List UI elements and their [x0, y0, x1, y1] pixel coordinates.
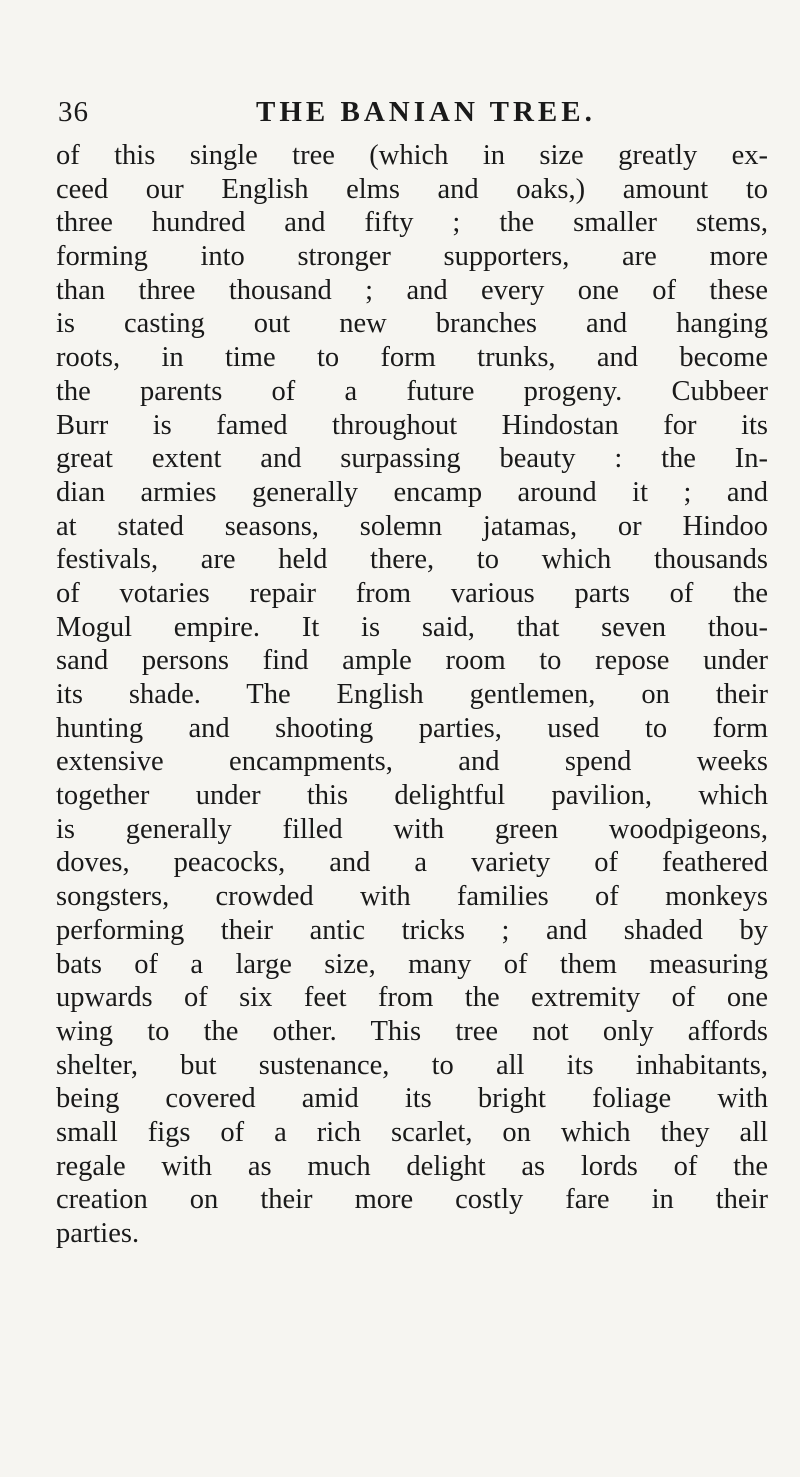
text-line: wing to the other. This tree not only affords — [56, 1015, 768, 1047]
text-line: forming into stronger supporters, are more — [56, 241, 768, 273]
text-line: creation on their more costly fare in their — [56, 1184, 768, 1216]
text-line: great extent and surpassing beauty : the In- — [56, 443, 768, 475]
running-title: THE BANIAN TREE. — [256, 96, 596, 128]
text-line: being covered amid its bright foliage with — [56, 1083, 768, 1115]
text-line: together under this delightful pavilion, which — [56, 780, 768, 812]
text-line: sand persons find ample room to repose under — [56, 645, 768, 677]
text-line: performing their antic tricks ; and shaded by — [56, 914, 768, 946]
text-line: roots, in time to form trunks, and become — [56, 342, 768, 374]
text-line: is generally filled with green woodpigeons, — [56, 813, 768, 845]
text-line: three hundred and fifty ; the smaller stems, — [56, 207, 768, 239]
text-line: festivals, are held there, to which thousands — [56, 544, 768, 576]
text-line: at stated seasons, solemn jatamas, or Hindoo — [56, 510, 768, 542]
text-line: Burr is famed throughout Hindostan for its — [56, 409, 768, 441]
text-line: regale with as much delight as lords of the — [56, 1150, 768, 1182]
running-head — [58, 92, 758, 132]
body-text — [56, 139, 768, 1251]
text-line: is casting out new branches and hanging — [56, 308, 768, 340]
text-line: doves, peacocks, and a variety of feathered — [56, 847, 768, 879]
text-line: hunting and shooting parties, used to form — [56, 712, 768, 744]
text-line-last: parties. — [56, 1218, 140, 1249]
text-line: extensive encampments, and spend weeks — [56, 746, 768, 778]
text-line: upwards of six feet from the extremity of one — [56, 982, 768, 1014]
text-line: of this single tree (which in size greatly ex- — [56, 140, 768, 171]
text-line: its shade. The English gentlemen, on their — [56, 679, 768, 710]
text-line: shelter, but sustenance, to all its inhabitants, — [56, 1049, 768, 1081]
text-line: dian armies generally encamp around it ; and — [56, 476, 768, 508]
text-line: the parents of a future progeny. Cubbeer — [56, 375, 768, 407]
text-line: than three thousand ; and every one of these — [56, 274, 768, 306]
text-line: Mogul empire. It is said, that seven thou- — [56, 611, 768, 643]
text-line: small figs of a rich scarlet, on which they all — [56, 1116, 768, 1148]
text-line: bats of a large size, many of them measuring — [56, 948, 768, 980]
page-number: 36 — [58, 96, 89, 128]
text-line: of votaries repair from various parts of the — [56, 577, 768, 609]
text-line: songsters, crowded with families of monkeys — [56, 881, 768, 913]
text-line: ceed our English elms and oaks,) amount to — [56, 173, 768, 205]
